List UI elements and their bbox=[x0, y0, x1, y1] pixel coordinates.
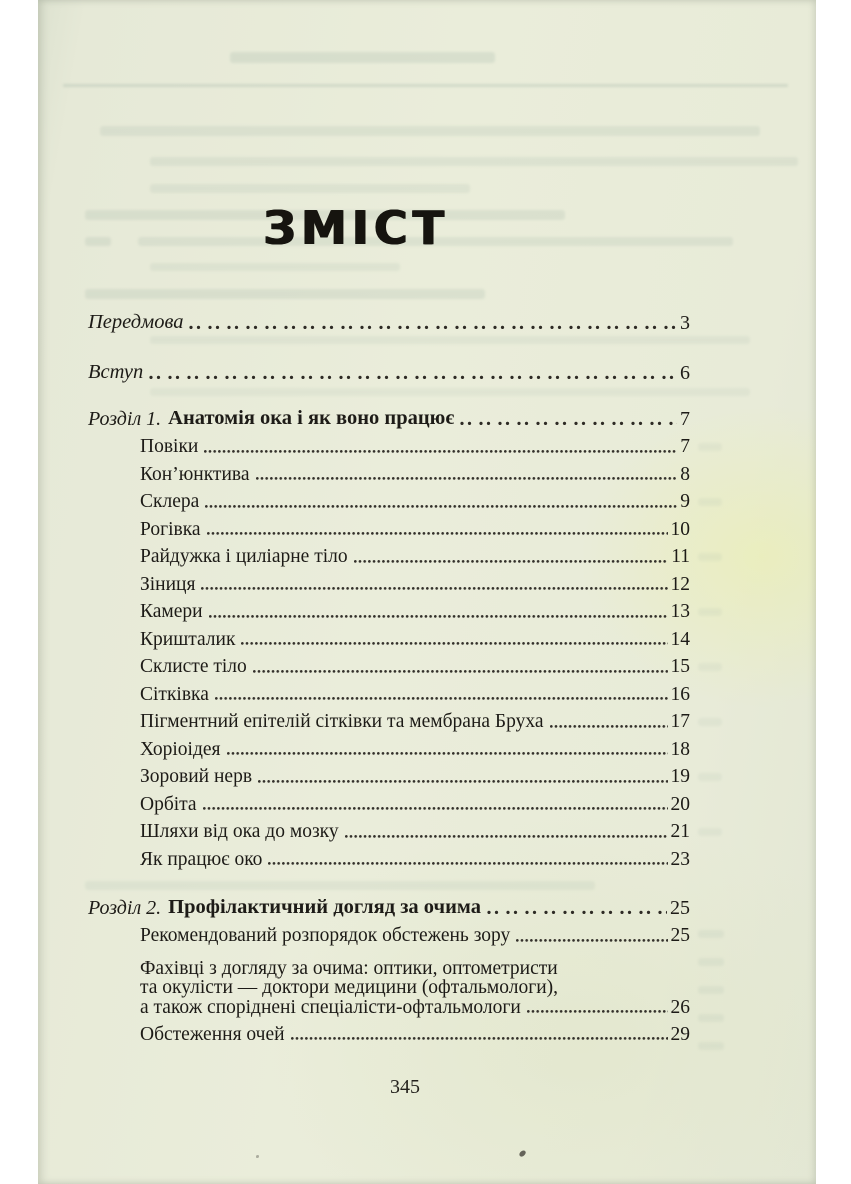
toc-entry bbox=[88, 789, 690, 817]
toc-entry-page: 16 bbox=[670, 683, 690, 705]
toc-entry-label: Повіки bbox=[140, 436, 199, 458]
toc-entry-label: Сітківка bbox=[140, 683, 209, 705]
toc-entry bbox=[88, 651, 690, 679]
toc-entry-label: Камери bbox=[140, 601, 203, 623]
dot-leader bbox=[149, 374, 677, 381]
toc-entry-page: 10 bbox=[670, 518, 690, 540]
toc-entry-label-line: та окулісти — доктори медицини (офтальмологи), bbox=[140, 976, 559, 998]
chapter-prefix: Розділ 2. bbox=[88, 897, 162, 919]
toc-entry bbox=[88, 816, 690, 844]
toc-entry-label: Зоровий нерв bbox=[140, 766, 253, 788]
dot-leader bbox=[256, 475, 678, 482]
dot-leader bbox=[345, 833, 668, 840]
toc-entry-page: 19 bbox=[670, 766, 690, 788]
toc-entry-label: Пігментний епітелій сітківки та мембрана Бруха bbox=[140, 711, 544, 733]
toc-entry-label: Хоріоідея bbox=[140, 738, 221, 760]
toc-entry bbox=[88, 761, 690, 789]
dot-leader bbox=[203, 805, 668, 812]
toc-entry-page: 23 bbox=[670, 848, 690, 870]
ghost-page-number bbox=[698, 986, 724, 994]
toc-entry-page: 3 bbox=[680, 312, 690, 334]
chapter-title: Профілактичний догляд за очима bbox=[168, 896, 481, 919]
toc-entry-page: 17 bbox=[670, 711, 690, 733]
dot-leader bbox=[215, 695, 668, 702]
ghost-page-number bbox=[698, 1042, 724, 1050]
dot-leader bbox=[189, 324, 677, 331]
toc-entry-page: 12 bbox=[670, 573, 690, 595]
toc-entry-label: Рекомендований розпорядок обстежень зору bbox=[140, 925, 511, 947]
toc-entry bbox=[88, 486, 690, 514]
ghost-page-number bbox=[698, 608, 722, 616]
paper-speck bbox=[256, 1155, 259, 1158]
dot-leader bbox=[527, 1008, 668, 1015]
ghost-page-number bbox=[698, 773, 722, 781]
toc-entry-page: 9 bbox=[680, 491, 690, 513]
toc-entry bbox=[88, 679, 690, 707]
toc-entry-vstup bbox=[88, 357, 690, 385]
ghost-page-number bbox=[698, 443, 722, 451]
toc-entry bbox=[88, 596, 690, 624]
page-number: 345 bbox=[390, 1076, 420, 1098]
toc-entry bbox=[88, 541, 690, 569]
toc-chapter-2-heading bbox=[88, 892, 690, 920]
dot-leader bbox=[207, 530, 668, 537]
toc-entry-label: Орбіта bbox=[140, 793, 197, 815]
paper-speck bbox=[518, 1149, 526, 1158]
toc-entry-label: Склера bbox=[140, 491, 200, 513]
page-title: ЗМІСТ bbox=[263, 201, 449, 255]
toc-entry bbox=[88, 706, 690, 734]
toc-entry-page: 25 bbox=[670, 925, 690, 947]
toc-entry-page: 6 bbox=[680, 362, 690, 384]
toc-entry bbox=[88, 459, 690, 487]
toc-entry bbox=[88, 920, 690, 948]
toc-entry-page: 7 bbox=[680, 408, 690, 430]
ghost-page-number bbox=[698, 1014, 724, 1022]
ghost-page-number bbox=[698, 718, 722, 726]
toc-entry-label: Обстеження очей bbox=[140, 1023, 285, 1045]
dot-leader bbox=[201, 585, 667, 592]
dot-leader bbox=[204, 448, 677, 455]
dot-leader bbox=[291, 1035, 668, 1042]
toc-entry-multiline bbox=[88, 959, 690, 1019]
toc-entry-label: Кришталик bbox=[140, 628, 236, 650]
toc-entry bbox=[88, 431, 690, 459]
toc-entry-page: 21 bbox=[670, 821, 690, 843]
toc-entry-page: 11 bbox=[671, 546, 690, 568]
toc-entry-label-line: а також споріднені спеціалісти-офтальмологи bbox=[140, 996, 521, 1018]
toc-entry-page: 13 bbox=[670, 601, 690, 623]
toc-entry-label: Шляхи від ока до мозку bbox=[140, 821, 339, 843]
dot-leader bbox=[258, 778, 667, 785]
chapter-title: Анатомія ока і як воно працює bbox=[168, 407, 455, 430]
ghost-page-number bbox=[698, 498, 722, 506]
dot-leader bbox=[550, 723, 668, 730]
toc-entry-page: 14 bbox=[670, 628, 690, 650]
toc-entry-label: Передмова bbox=[88, 311, 184, 334]
dot-leader bbox=[227, 750, 668, 757]
toc-entry bbox=[88, 844, 690, 872]
book-page bbox=[38, 0, 816, 1184]
toc-entry-label: Кон’юнктива bbox=[140, 463, 250, 485]
dot-leader bbox=[516, 937, 667, 944]
toc-entry-label: Зіниця bbox=[140, 573, 196, 595]
dot-leader bbox=[209, 613, 668, 620]
toc-entry-label-line: Фахівці з догляду за очима: оптики, оптометристи bbox=[140, 957, 558, 979]
ghost-page-number bbox=[698, 663, 722, 671]
toc-entry bbox=[88, 514, 690, 542]
toc-entry-page: 8 bbox=[680, 463, 690, 485]
chapter-prefix: Розділ 1. bbox=[88, 408, 162, 430]
ghost-page-number bbox=[698, 828, 722, 836]
toc-entry-page: 7 bbox=[680, 436, 690, 458]
dot-leader bbox=[460, 420, 677, 427]
toc-entry bbox=[88, 1019, 690, 1047]
toc-entry-label: Як працює око bbox=[140, 848, 263, 870]
toc-content bbox=[88, 0, 690, 1046]
toc-chapter-1-heading bbox=[88, 403, 690, 431]
toc-entry-page: 29 bbox=[670, 1023, 690, 1045]
toc-entry-page: 25 bbox=[670, 897, 690, 919]
toc-entry-label: Рогівка bbox=[140, 518, 201, 540]
dot-leader bbox=[268, 860, 667, 867]
toc-entry-peredmova bbox=[88, 307, 690, 335]
ghost-page-number bbox=[698, 930, 724, 938]
toc-entry bbox=[88, 734, 690, 762]
toc-entry-label: Райдужка і циліарне тіло bbox=[140, 546, 348, 568]
toc-entry-page: 20 bbox=[670, 793, 690, 815]
toc-entry bbox=[88, 569, 690, 597]
toc-entry-label: Склисте тіло bbox=[140, 656, 247, 678]
toc-entry-page: 15 bbox=[670, 656, 690, 678]
toc-entry bbox=[88, 624, 690, 652]
ghost-page-number bbox=[698, 553, 722, 561]
dot-leader bbox=[205, 503, 677, 510]
dot-leader bbox=[354, 558, 669, 565]
toc-entry-label: Вступ bbox=[88, 361, 144, 384]
ghost-page-number bbox=[698, 958, 724, 966]
dot-leader bbox=[241, 640, 667, 647]
dot-leader bbox=[253, 668, 668, 675]
toc-entry-page: 18 bbox=[670, 738, 690, 760]
toc-entry-page: 26 bbox=[670, 996, 690, 1018]
dot-leader bbox=[487, 909, 667, 916]
